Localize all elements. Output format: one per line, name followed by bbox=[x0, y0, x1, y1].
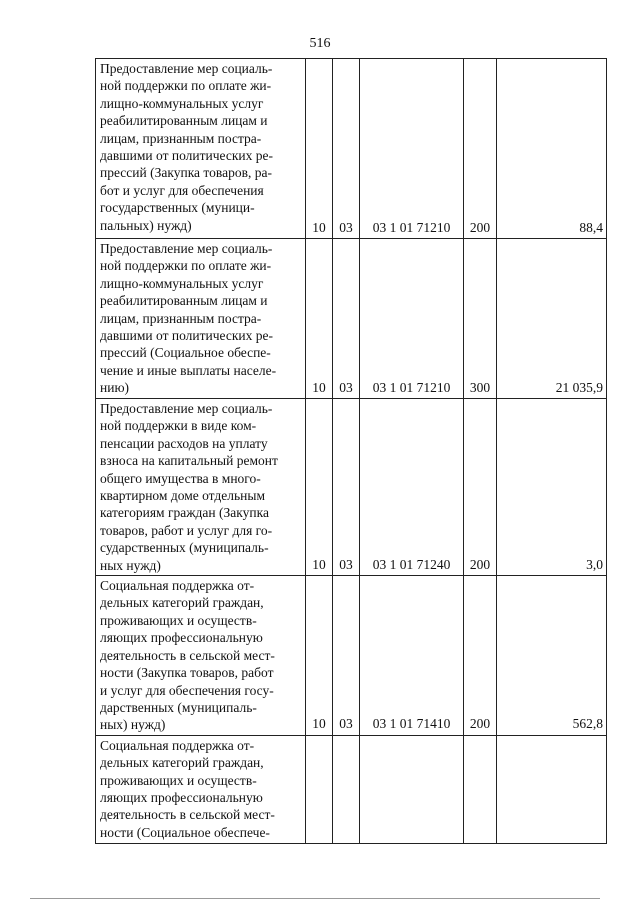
description-line: дельных категорий граждан, bbox=[100, 755, 264, 771]
expense-type-code: 200 bbox=[464, 59, 497, 239]
description-line: ляющих профессиональную bbox=[100, 630, 263, 646]
table-row bbox=[96, 239, 607, 399]
subsection-code: 03 bbox=[333, 399, 360, 576]
row-description bbox=[96, 735, 306, 843]
target-article-code bbox=[360, 735, 464, 843]
description-line: ных нужд) bbox=[100, 557, 161, 573]
description-line: ности (Социальное обеспече- bbox=[100, 824, 270, 840]
row-description bbox=[96, 576, 306, 736]
target-article-code: 03 1 01 71240 bbox=[360, 399, 464, 576]
description-line: взноса на капитальный ремонт bbox=[100, 453, 278, 469]
description-line: Социальная поддержка от- bbox=[100, 737, 255, 753]
budget-table bbox=[95, 58, 607, 844]
section-code: 10 bbox=[306, 399, 333, 576]
description-line: и услуг для обеспечения госу- bbox=[100, 682, 274, 698]
target-article-code: 03 1 01 71210 bbox=[360, 59, 464, 239]
description-line: нию) bbox=[100, 380, 130, 396]
subsection-code: 03 bbox=[333, 59, 360, 239]
description-line: деятельность в сельской мест- bbox=[100, 807, 275, 823]
description-line: лицам, признанным постра- bbox=[100, 130, 262, 146]
description-line: Предоставление мер социаль- bbox=[100, 241, 273, 256]
description-line: пальных) нужд) bbox=[100, 217, 192, 233]
description-line: реабилитированным лицам и bbox=[100, 293, 268, 309]
table-row bbox=[96, 59, 607, 239]
description-line: проживающих и осуществ- bbox=[100, 612, 257, 628]
description-line: лицам, признанным постра- bbox=[100, 310, 262, 326]
description-line: чение и иные выплаты населе- bbox=[100, 362, 277, 378]
amount: 88,4 bbox=[497, 59, 607, 239]
description-line: реабилитированным лицам и bbox=[100, 113, 268, 129]
description-line: ных) нужд) bbox=[100, 717, 166, 733]
description-line: дельных категорий граждан, bbox=[100, 595, 264, 611]
description-line: Предоставление мер социаль- bbox=[100, 401, 273, 416]
expense-type-code: 200 bbox=[464, 576, 497, 736]
description-line: лищно-коммунальных услуг bbox=[100, 95, 264, 111]
section-code: 10 bbox=[306, 576, 333, 736]
section-code: 10 bbox=[306, 59, 333, 239]
description-line: деятельность в сельской мест- bbox=[100, 647, 275, 663]
expense-type-code bbox=[464, 735, 497, 843]
scan-edge-line bbox=[30, 898, 600, 899]
description-line: Предоставление мер социаль- bbox=[100, 61, 273, 76]
description-line: Социальная поддержка от- bbox=[100, 578, 255, 594]
description-line: товаров, работ и услуг для го- bbox=[100, 522, 273, 538]
subsection-code: 03 bbox=[333, 239, 360, 399]
description-line: квартирном доме отдельным bbox=[100, 488, 265, 504]
expense-type-code: 200 bbox=[464, 399, 497, 576]
target-article-code: 03 1 01 71210 bbox=[360, 239, 464, 399]
expense-type-code: 300 bbox=[464, 239, 497, 399]
description-line: прессий (Социальное обеспе- bbox=[100, 345, 271, 361]
description-line: ляющих профессиональную bbox=[100, 789, 263, 805]
description-line: государственных (муници- bbox=[100, 200, 255, 216]
description-line: бот и услуг для обеспечения bbox=[100, 182, 264, 198]
table-row bbox=[96, 399, 607, 576]
table-row bbox=[96, 735, 607, 843]
row-description bbox=[96, 59, 306, 239]
description-line: ной поддержки по оплате жи- bbox=[100, 78, 272, 94]
amount bbox=[497, 735, 607, 843]
amount: 21 035,9 bbox=[497, 239, 607, 399]
description-line: давшими от политических ре- bbox=[100, 148, 273, 164]
description-line: ной поддержки по оплате жи- bbox=[100, 258, 272, 274]
section-code bbox=[306, 735, 333, 843]
description-line: пенсации расходов на уплату bbox=[100, 435, 268, 451]
description-line: проживающих и осуществ- bbox=[100, 772, 257, 788]
row-description bbox=[96, 399, 306, 576]
subsection-code bbox=[333, 735, 360, 843]
amount: 562,8 bbox=[497, 576, 607, 736]
description-line: сударственных (муниципаль- bbox=[100, 540, 269, 556]
description-line: лищно-коммунальных услуг bbox=[100, 275, 264, 291]
row-description bbox=[96, 239, 306, 399]
description-line: прессий (Закупка товаров, ра- bbox=[100, 165, 272, 181]
description-line: категориям граждан (Закупка bbox=[100, 505, 269, 521]
description-line: ности (Закупка товаров, работ bbox=[100, 665, 274, 681]
section-code: 10 bbox=[306, 239, 333, 399]
amount: 3,0 bbox=[497, 399, 607, 576]
target-article-code: 03 1 01 71410 bbox=[360, 576, 464, 736]
subsection-code: 03 bbox=[333, 576, 360, 736]
table-row bbox=[96, 576, 607, 736]
description-line: общего имущества в много- bbox=[100, 470, 261, 486]
page-number: 516 bbox=[309, 36, 331, 51]
description-line: ной поддержки в виде ком- bbox=[100, 418, 257, 434]
description-line: дарственных (муниципаль- bbox=[100, 699, 257, 715]
description-line: давшими от политических ре- bbox=[100, 328, 273, 344]
